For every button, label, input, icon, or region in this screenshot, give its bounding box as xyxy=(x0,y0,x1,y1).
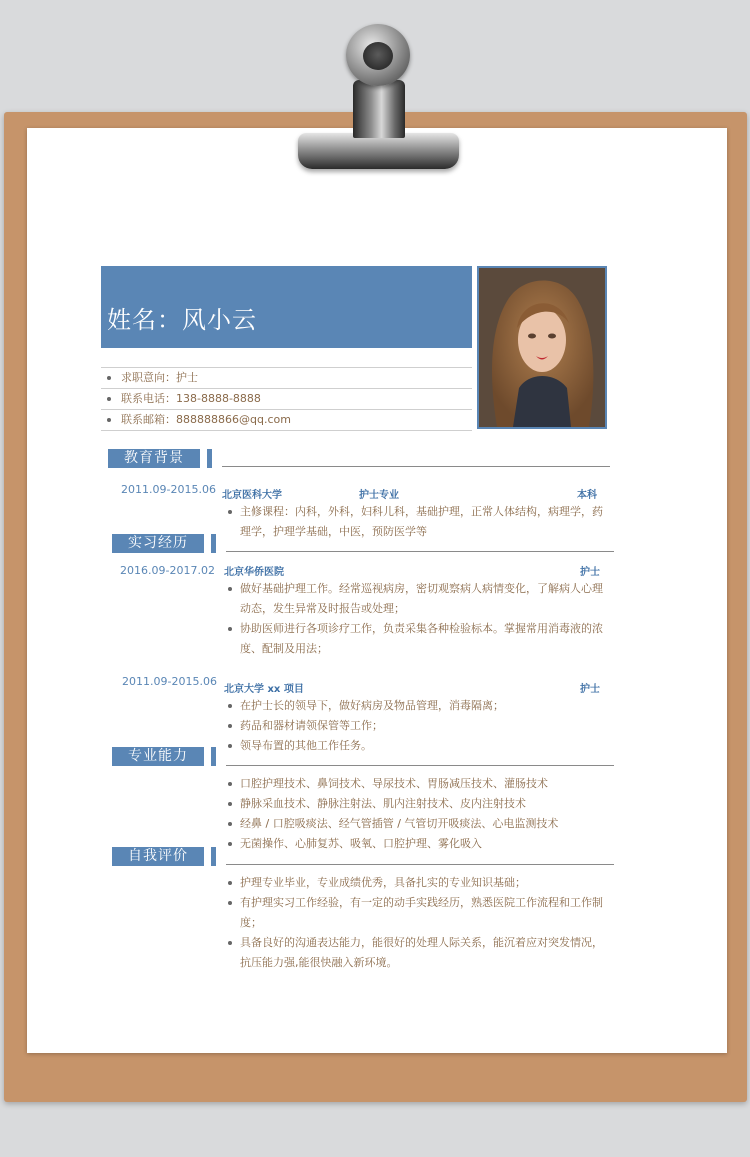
education-major: 护士专业 xyxy=(359,490,399,501)
education-bullets xyxy=(225,502,613,542)
name-title: 姓名：风小云 xyxy=(107,306,257,334)
internship-date-1: 2016.09-2017.02 xyxy=(120,564,215,577)
self-eval-bullets xyxy=(225,873,613,973)
list-item: 口腔护理技术、鼻饲技术、导尿技术、胃肠减压技术、灌肠技术 xyxy=(225,774,613,794)
clip-base-icon xyxy=(298,133,459,169)
list-item: 具备良好的沟通表达能力，能很好的处理人际关系，能沉着应对突发情况，抗压能力强,能很快融入新环境。 xyxy=(225,933,613,973)
list-item: 协助医师进行各项诊疗工作，负责采集各种检验标本。掌握常用消毒液的浓度、配制及用法； xyxy=(225,619,613,659)
bullet-icon xyxy=(107,418,111,422)
list-item: 主修课程：内科，外科，妇科儿科，基础护理，正常人体结构，病理学，药理学，护理学基础，中医，预防医学等 xyxy=(225,502,613,542)
clip-hole-icon xyxy=(363,42,393,70)
list-item: 在护士长的领导下，做好病房及物品管理，消毒隔离； xyxy=(225,696,613,716)
section-divider xyxy=(226,864,614,865)
section-tab xyxy=(211,534,216,553)
section-divider xyxy=(226,551,614,552)
section-internship-title: 实习经历 xyxy=(112,534,204,553)
contact-row-intent xyxy=(101,367,472,388)
bullet-icon xyxy=(107,397,111,401)
education-date: 2011.09-2015.06 xyxy=(121,483,216,496)
section-divider xyxy=(222,466,610,467)
portrait-icon xyxy=(479,268,605,427)
section-skills-title: 专业能力 xyxy=(112,747,204,766)
internship-date-2: 2011.09-2015.06 xyxy=(122,675,217,688)
bullet-icon xyxy=(107,376,111,380)
contact-email: 联系邮箱：888888866@qq.com xyxy=(121,413,291,426)
education-school: 北京医科大学 xyxy=(222,490,282,501)
contact-list xyxy=(101,367,472,431)
internship-role-1: 护士 xyxy=(580,567,600,578)
list-item: 有护理实习工作经验，有一定的动手实践经历，熟悉医院工作流程和工作制度； xyxy=(225,893,613,933)
list-item: 静脉采血技术、静脉注射法、肌内注射技术、皮内注射技术 xyxy=(225,794,613,814)
internship-bullets-2 xyxy=(225,696,613,756)
section-tab xyxy=(211,747,216,766)
internship-org-1: 北京华侨医院 xyxy=(224,567,284,578)
profile-photo xyxy=(477,266,607,429)
list-item: 护理专业毕业，专业成绩优秀，具备扎实的专业知识基础； xyxy=(225,873,613,893)
internship-role-2: 护士 xyxy=(580,684,600,695)
list-item: 领导布置的其他工作任务。 xyxy=(225,736,613,756)
section-education-title: 教育背景 xyxy=(108,449,200,468)
list-item: 无菌操作、心肺复苏、吸氧、口腔护理、雾化吸入 xyxy=(225,834,613,854)
list-item: 经鼻 / 口腔吸痰法、经气管插管 / 气管切开吸痰法、心电监测技术 xyxy=(225,814,613,834)
internship-bullets-1 xyxy=(225,579,613,659)
contact-intent: 求职意向：护士 xyxy=(121,371,198,384)
list-item: 药品和器材请领保管等工作； xyxy=(225,716,613,736)
list-item: 做好基础护理工作。经常巡视病房，密切观察病人病情变化，了解病人心理动态，发生异常及时报告或处理； xyxy=(225,579,613,619)
contact-phone: 联系电话：138-8888-8888 xyxy=(121,392,261,405)
internship-org-2: 北京大学 xx 项目 xyxy=(224,684,304,695)
education-degree: 本科 xyxy=(577,490,597,501)
name-banner xyxy=(101,266,472,348)
clip-neck-icon xyxy=(353,80,405,138)
section-tab xyxy=(211,847,216,866)
contact-row-phone xyxy=(101,388,472,409)
skills-bullets xyxy=(225,774,613,854)
contact-row-email xyxy=(101,409,472,431)
section-self-eval-title: 自我评价 xyxy=(112,847,204,866)
section-divider xyxy=(226,765,614,766)
section-tab xyxy=(207,449,212,468)
